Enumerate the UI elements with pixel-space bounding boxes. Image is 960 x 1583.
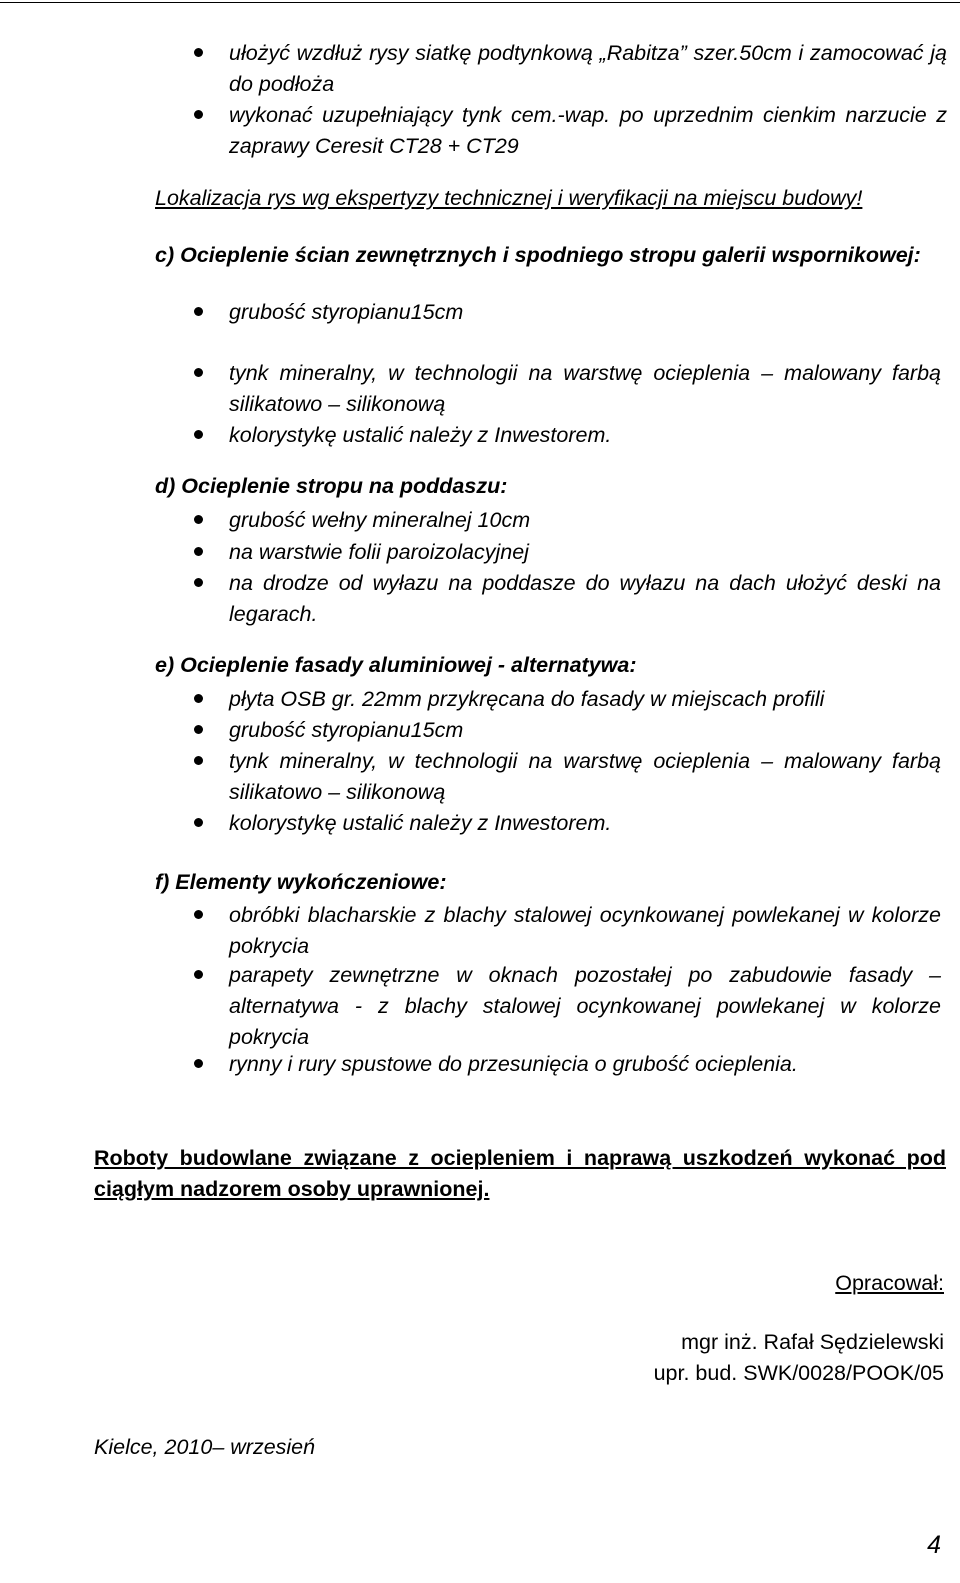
section-c-item: kolorystykę ustalić należy z Inwestorem.	[229, 423, 612, 447]
bullet-icon	[194, 48, 203, 57]
section-d-item: na warstwie folii paroizolacyjnej	[229, 540, 529, 564]
section-e-item: kolorystykę ustalić należy z Inwestorem.	[229, 811, 612, 835]
section-e-item: płyta OSB gr. 22mm przykręcana do fasady w miejscach profili	[229, 687, 825, 711]
bullet-icon	[194, 578, 203, 587]
bullet-icon	[194, 694, 203, 703]
section-c-item: tynk mineralny, w technologii na warstwę ocieplenia – malowany farbą silikatowo – silikonową	[229, 361, 941, 416]
bullet-icon	[194, 110, 203, 119]
page-number: 4	[927, 1531, 941, 1559]
bullet-icon	[194, 725, 203, 734]
signature-label: Opracował:	[835, 1271, 944, 1295]
bullet-icon	[194, 307, 203, 316]
section-d-item: na drodze od wyłazu na poddasze do wyłazu na dach ułożyć deski na legarach.	[229, 571, 941, 626]
bullet-icon	[194, 430, 203, 439]
section-e-heading: e) Ocieplenie fasady aluminiowej - alternatywa:	[155, 653, 637, 677]
intro-item: ułożyć wzdłuż rysy siatkę podtynkową „Rabitza” szer.50cm i zamocować ją do podłoża	[229, 41, 947, 96]
section-c-item: grubość styropianu15cm	[229, 300, 464, 324]
bullet-icon	[194, 910, 203, 919]
signature-name: mgr inż. Rafał Sędzielewski	[681, 1330, 944, 1354]
intro-item: wykonać uzupełniający tynk cem.-wap. po uprzednim cienkim narzucie z zaprawy Ceresit CT28 + CT29	[229, 103, 947, 158]
signature-license: upr. bud. SWK/0028/POOK/05	[653, 1361, 944, 1385]
section-f-item: rynny i rury spustowe do przesunięcia o grubość ocieplenia.	[229, 1052, 798, 1076]
bullet-icon	[194, 515, 203, 524]
bullet-icon	[194, 756, 203, 765]
section-f-item: parapety zewnętrzne w oknach pozostałej po zabudowie fasady – alternatywa - z blachy stalowej ocynkowanej powlekanej w kolorze pokrycia	[229, 963, 941, 1049]
bullet-icon	[194, 368, 203, 377]
section-c-heading: c) Ocieplenie ścian zewnętrznych i spodniego stropu galerii wspornikowej:	[155, 243, 921, 267]
bullet-icon	[194, 547, 203, 556]
section-e-item: tynk mineralny, w technologii na warstwę ocieplenia – malowany farbą silikatowo – silikonową	[229, 749, 941, 804]
bullet-icon	[194, 818, 203, 827]
section-f-heading: f) Elementy wykończeniowe:	[155, 870, 447, 894]
location-note: Lokalizacja rys wg ekspertyzy technicznej i weryfikacji na miejscu budowy!	[155, 186, 863, 210]
section-d-heading: d) Ocieplenie stropu na poddaszu:	[155, 474, 508, 498]
header-rule	[0, 2, 960, 3]
place-date: Kielce, 2010– wrzesień	[94, 1435, 316, 1459]
section-e-item: grubość styropianu15cm	[229, 718, 464, 742]
section-d-item: grubość wełny mineralnej 10cm	[229, 508, 531, 532]
section-f-item: obróbki blacharskie z blachy stalowej ocynkowanej powlekanej w kolorze pokrycia	[229, 903, 941, 958]
supervision-note: Roboty budowlane związane z ociepleniem i naprawą uszkodzeń wykonać pod ciągłym nadzorem osoby uprawnionej.	[94, 1146, 946, 1201]
bullet-icon	[194, 970, 203, 979]
bullet-icon	[194, 1059, 203, 1068]
